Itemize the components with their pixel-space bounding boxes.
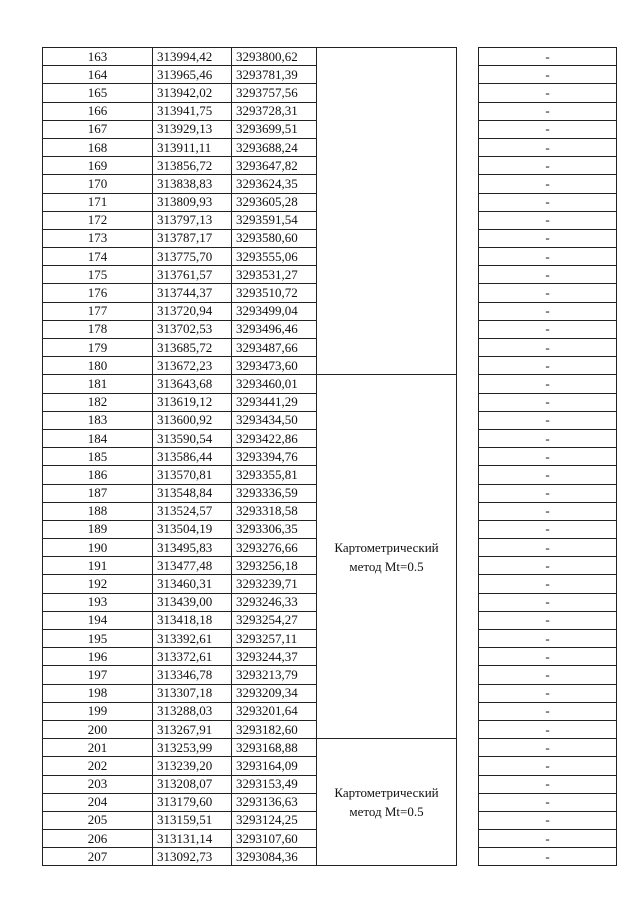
y-coordinate: 3293496,46 [232,320,317,338]
x-coordinate: 313586,44 [153,448,232,466]
point-number: 195 [43,630,153,648]
x-coordinate: 313524,57 [153,502,232,520]
x-coordinate: 313477,48 [153,557,232,575]
y-coordinate: 3293441,29 [232,393,317,411]
spacer-cell [457,739,479,866]
x-coordinate: 313744,37 [153,284,232,302]
y-coordinate: 3293555,06 [232,248,317,266]
y-coordinate: 3293257,11 [232,630,317,648]
y-coordinate: 3293394,76 [232,448,317,466]
y-coordinate: 3293336,59 [232,484,317,502]
point-number: 182 [43,393,153,411]
x-coordinate: 313590,54 [153,429,232,447]
x-coordinate: 313439,00 [153,593,232,611]
note-cell: - [479,411,617,429]
y-coordinate: 3293246,33 [232,593,317,611]
x-coordinate: 313929,13 [153,120,232,138]
y-coordinate: 3293254,27 [232,611,317,629]
x-coordinate: 313911,11 [153,138,232,156]
note-cell: - [479,611,617,629]
y-coordinate: 3293124,25 [232,811,317,829]
note-cell: - [479,448,617,466]
y-coordinate: 3293624,35 [232,175,317,193]
x-coordinate: 313685,72 [153,339,232,357]
point-number: 172 [43,211,153,229]
y-coordinate: 3293460,01 [232,375,317,393]
note-cell: - [479,357,617,375]
y-coordinate: 3293209,34 [232,684,317,702]
y-coordinate: 3293531,27 [232,266,317,284]
point-number: 184 [43,429,153,447]
x-coordinate: 313460,31 [153,575,232,593]
point-number: 190 [43,539,153,557]
point-number: 174 [43,248,153,266]
coordinates-table [42,47,617,866]
x-coordinate: 313504,19 [153,520,232,538]
note-cell: - [479,793,617,811]
note-cell: - [479,138,617,156]
x-coordinate: 313159,51 [153,811,232,829]
point-number: 181 [43,375,153,393]
note-cell: - [479,484,617,502]
y-coordinate: 3293510,72 [232,284,317,302]
x-coordinate: 313239,20 [153,757,232,775]
point-number: 169 [43,157,153,175]
x-coordinate: 313809,93 [153,193,232,211]
note-cell: - [479,811,617,829]
y-coordinate: 3293422,86 [232,429,317,447]
x-coordinate: 313253,99 [153,739,232,757]
point-number: 165 [43,84,153,102]
y-coordinate: 3293136,63 [232,793,317,811]
y-coordinate: 3293306,35 [232,520,317,538]
x-coordinate: 313702,53 [153,320,232,338]
method-cell: Картометрический метод Mt=0.5 [317,375,457,739]
note-cell: - [479,702,617,720]
note-cell: - [479,502,617,520]
point-number: 167 [43,120,153,138]
y-coordinate: 3293164,09 [232,757,317,775]
y-coordinate: 3293728,31 [232,102,317,120]
y-coordinate: 3293168,88 [232,739,317,757]
y-coordinate: 3293591,54 [232,211,317,229]
y-coordinate: 3293318,58 [232,502,317,520]
point-number: 198 [43,684,153,702]
x-coordinate: 313548,84 [153,484,232,502]
point-number: 178 [43,320,153,338]
note-cell: - [479,284,617,302]
point-number: 205 [43,811,153,829]
y-coordinate: 3293256,18 [232,557,317,575]
table-row [43,375,617,393]
x-coordinate: 313994,42 [153,48,232,66]
x-coordinate: 313346,78 [153,666,232,684]
note-cell: - [479,266,617,284]
note-cell: - [479,211,617,229]
note-cell: - [479,520,617,538]
y-coordinate: 3293276,66 [232,539,317,557]
note-cell: - [479,120,617,138]
point-number: 163 [43,48,153,66]
note-cell: - [479,157,617,175]
point-number: 193 [43,593,153,611]
x-coordinate: 313307,18 [153,684,232,702]
point-number: 175 [43,266,153,284]
note-cell: - [479,666,617,684]
y-coordinate: 3293699,51 [232,120,317,138]
point-number: 196 [43,648,153,666]
note-cell: - [479,830,617,848]
note-cell: - [479,539,617,557]
y-coordinate: 3293434,50 [232,411,317,429]
note-cell: - [479,375,617,393]
x-coordinate: 313570,81 [153,466,232,484]
method-cell: Картометрический метод Mt=0.5 [317,739,457,866]
point-number: 187 [43,484,153,502]
point-number: 176 [43,284,153,302]
note-cell: - [479,593,617,611]
point-number: 203 [43,775,153,793]
y-coordinate: 3293473,60 [232,357,317,375]
note-cell: - [479,739,617,757]
point-number: 197 [43,666,153,684]
y-coordinate: 3293647,82 [232,157,317,175]
point-number: 177 [43,302,153,320]
point-number: 171 [43,193,153,211]
y-coordinate: 3293781,39 [232,66,317,84]
point-number: 189 [43,520,153,538]
point-number: 173 [43,229,153,247]
note-cell: - [479,66,617,84]
x-coordinate: 313775,70 [153,248,232,266]
note-cell: - [479,175,617,193]
x-coordinate: 313941,75 [153,102,232,120]
x-coordinate: 313495,83 [153,539,232,557]
note-cell: - [479,630,617,648]
note-cell: - [479,557,617,575]
table-row [43,48,617,66]
point-number: 200 [43,720,153,738]
x-coordinate: 313600,92 [153,411,232,429]
y-coordinate: 3293213,79 [232,666,317,684]
point-number: 170 [43,175,153,193]
note-cell: - [479,102,617,120]
point-number: 206 [43,830,153,848]
note-cell: - [479,720,617,738]
x-coordinate: 313372,61 [153,648,232,666]
y-coordinate: 3293244,37 [232,648,317,666]
spacer-cell [457,375,479,739]
note-cell: - [479,339,617,357]
point-number: 168 [43,138,153,156]
point-number: 204 [43,793,153,811]
note-cell: - [479,775,617,793]
point-number: 166 [43,102,153,120]
x-coordinate: 313965,46 [153,66,232,84]
note-cell: - [479,302,617,320]
x-coordinate: 313131,14 [153,830,232,848]
note-cell: - [479,684,617,702]
x-coordinate: 313720,94 [153,302,232,320]
point-number: 164 [43,66,153,84]
note-cell: - [479,757,617,775]
note-cell: - [479,248,617,266]
x-coordinate: 313672,23 [153,357,232,375]
note-cell: - [479,466,617,484]
note-cell: - [479,48,617,66]
table-row [43,739,617,757]
note-cell: - [479,320,617,338]
point-number: 183 [43,411,153,429]
x-coordinate: 313838,83 [153,175,232,193]
point-number: 199 [43,702,153,720]
point-number: 191 [43,557,153,575]
x-coordinate: 313856,72 [153,157,232,175]
point-number: 201 [43,739,153,757]
y-coordinate: 3293084,36 [232,848,317,866]
point-number: 179 [43,339,153,357]
x-coordinate: 313643,68 [153,375,232,393]
note-cell: - [479,393,617,411]
spacer-cell [457,48,479,375]
point-number: 180 [43,357,153,375]
y-coordinate: 3293239,71 [232,575,317,593]
x-coordinate: 313797,13 [153,211,232,229]
y-coordinate: 3293355,81 [232,466,317,484]
y-coordinate: 3293688,24 [232,138,317,156]
point-number: 185 [43,448,153,466]
method-cell [317,48,457,375]
point-number: 192 [43,575,153,593]
note-cell: - [479,193,617,211]
y-coordinate: 3293107,60 [232,830,317,848]
x-coordinate: 313787,17 [153,229,232,247]
y-coordinate: 3293580,60 [232,229,317,247]
note-cell: - [479,429,617,447]
point-number: 194 [43,611,153,629]
note-cell: - [479,229,617,247]
note-cell: - [479,575,617,593]
point-number: 188 [43,502,153,520]
y-coordinate: 3293800,62 [232,48,317,66]
x-coordinate: 313267,91 [153,720,232,738]
point-number: 202 [43,757,153,775]
note-cell: - [479,648,617,666]
x-coordinate: 313208,07 [153,775,232,793]
x-coordinate: 313619,12 [153,393,232,411]
x-coordinate: 313942,02 [153,84,232,102]
x-coordinate: 313418,18 [153,611,232,629]
y-coordinate: 3293757,56 [232,84,317,102]
x-coordinate: 313761,57 [153,266,232,284]
note-cell: - [479,84,617,102]
x-coordinate: 313392,61 [153,630,232,648]
point-number: 186 [43,466,153,484]
y-coordinate: 3293182,60 [232,720,317,738]
y-coordinate: 3293499,04 [232,302,317,320]
note-cell: - [479,848,617,866]
coordinates-table-body [43,48,617,866]
x-coordinate: 313179,60 [153,793,232,811]
y-coordinate: 3293153,49 [232,775,317,793]
y-coordinate: 3293201,64 [232,702,317,720]
y-coordinate: 3293605,28 [232,193,317,211]
y-coordinate: 3293487,66 [232,339,317,357]
x-coordinate: 313092,73 [153,848,232,866]
x-coordinate: 313288,03 [153,702,232,720]
point-number: 207 [43,848,153,866]
